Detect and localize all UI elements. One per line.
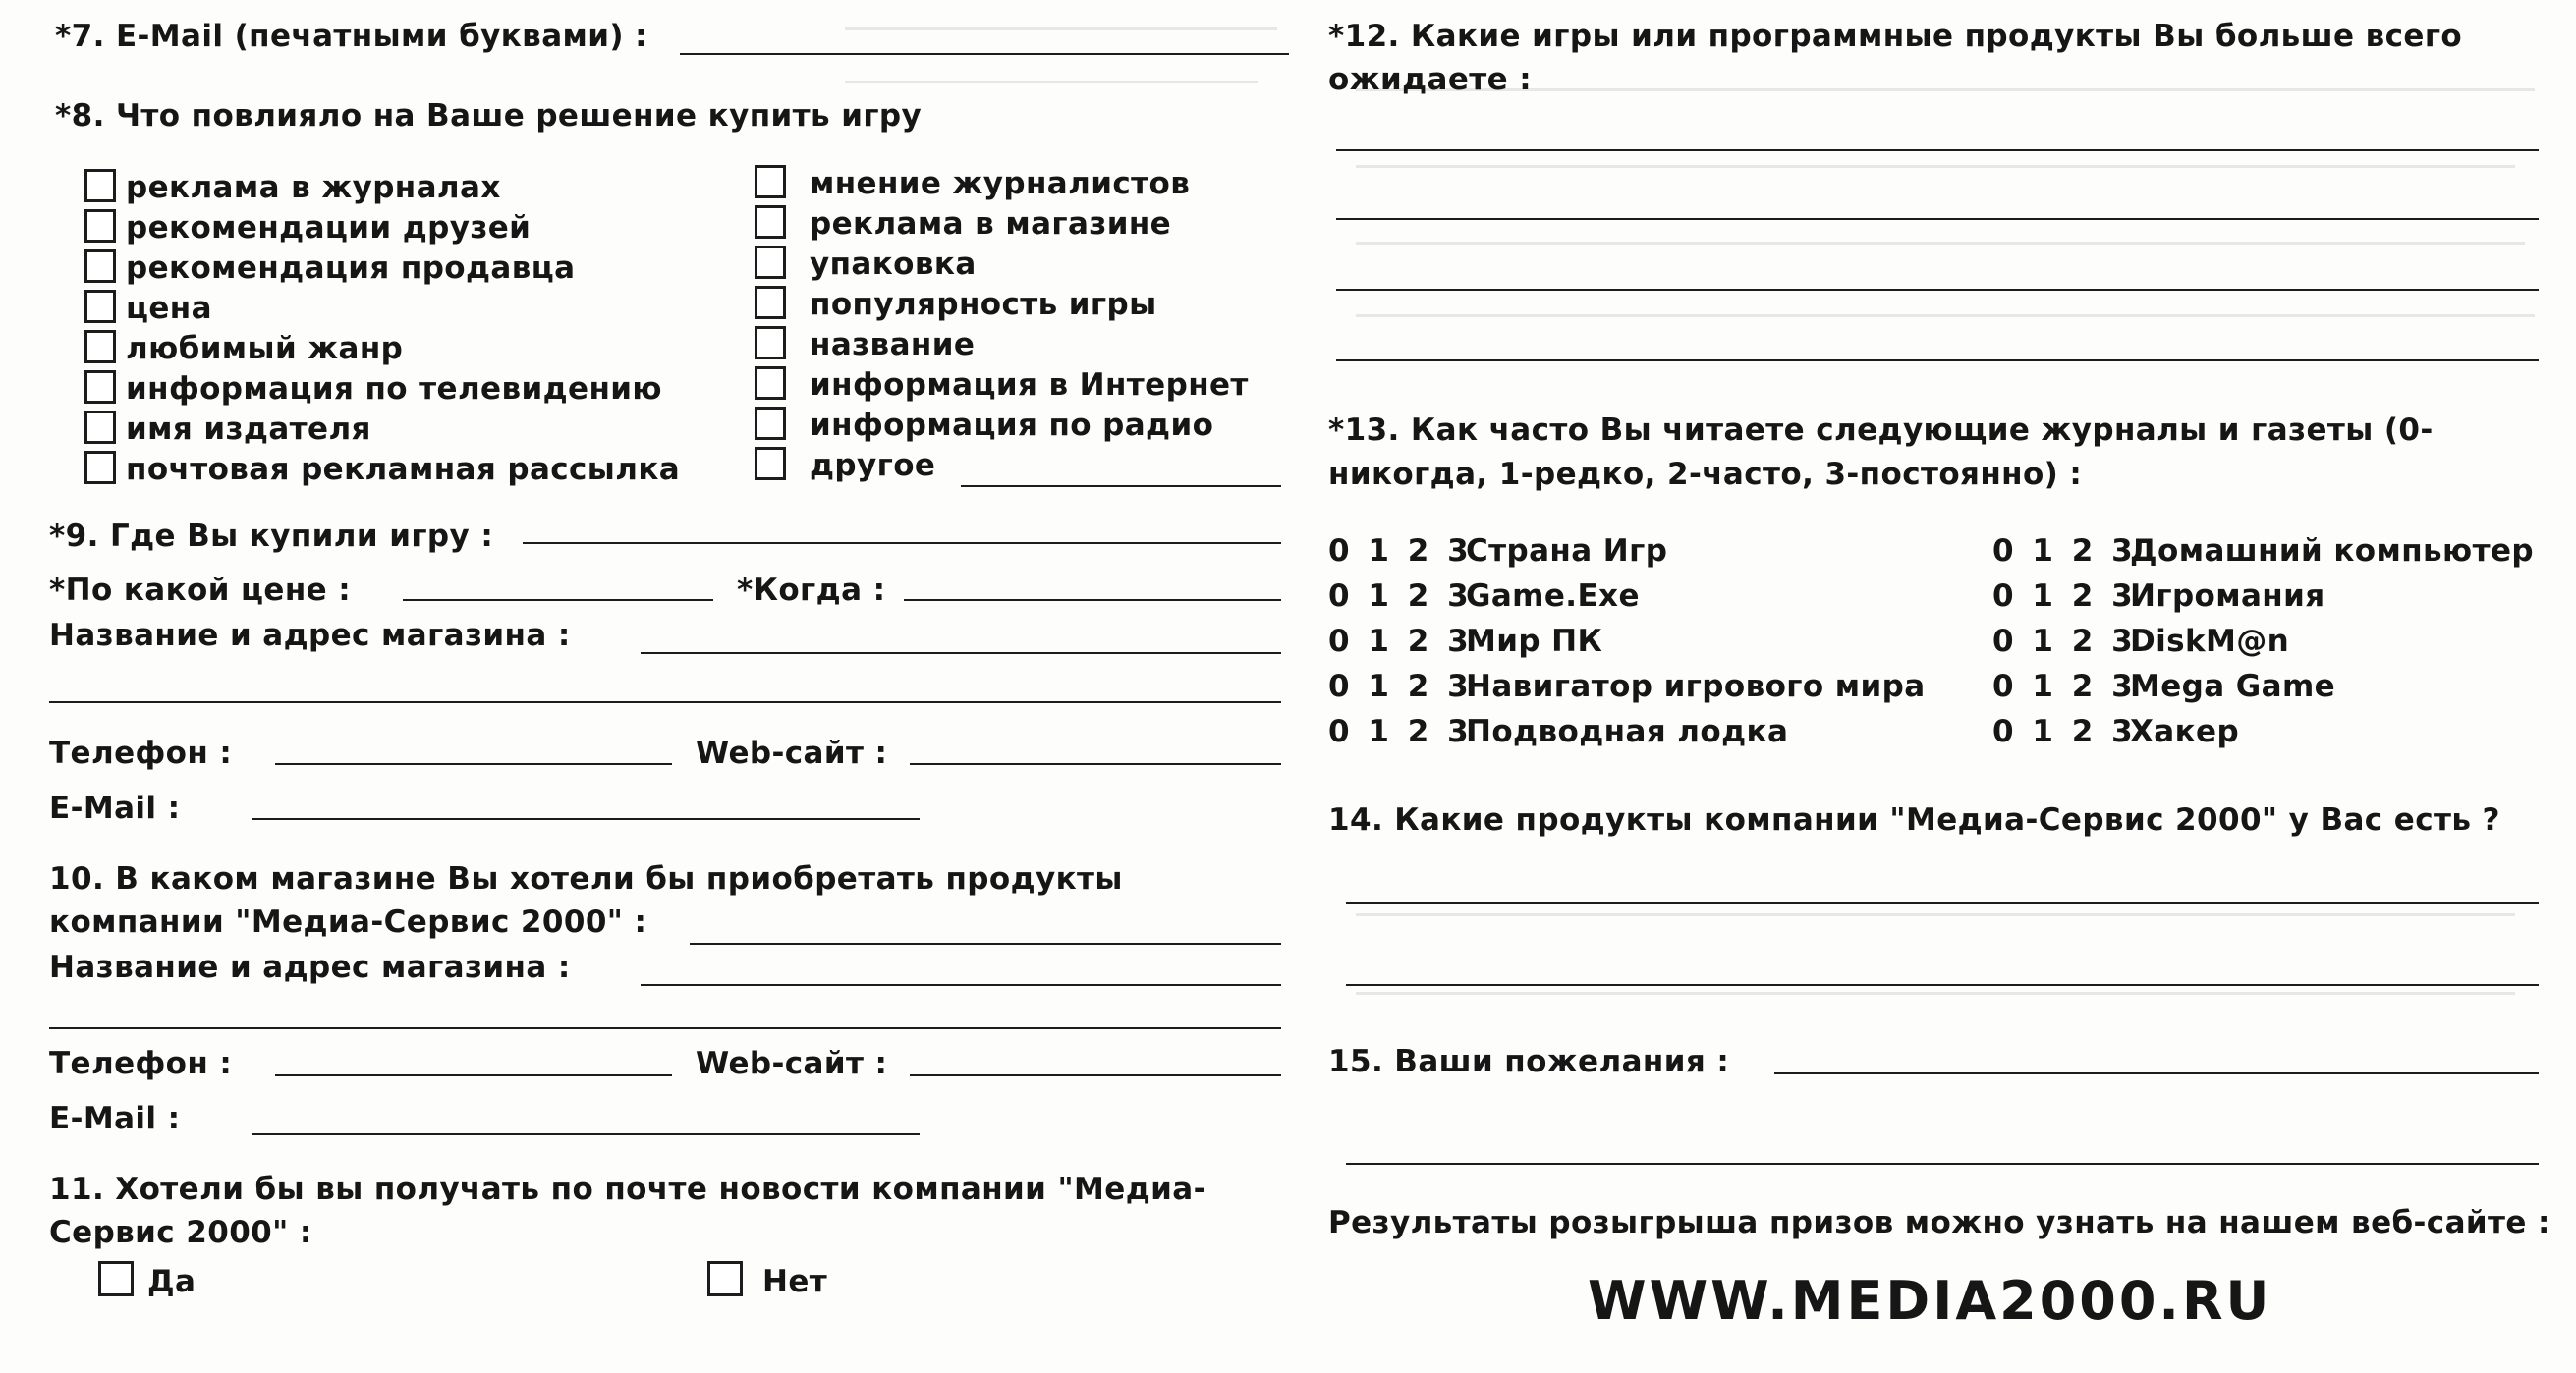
price-line[interactable]: [403, 599, 713, 601]
option-label: информация по радио: [810, 408, 1214, 443]
checkbox[interactable]: [755, 326, 786, 359]
checkbox[interactable]: [755, 447, 786, 480]
bleed-through-mark: [1356, 165, 2515, 168]
option-label: рекомендации друзей: [126, 210, 532, 246]
checkbox[interactable]: [84, 290, 116, 323]
store-name-line-2[interactable]: [641, 984, 1281, 986]
bleed-through-mark: [845, 27, 1277, 30]
option-label: цена: [126, 291, 212, 326]
q9-store-line[interactable]: [523, 542, 1281, 544]
q9-label: *9. Где Вы купили игру :: [49, 519, 494, 554]
checkbox[interactable]: [755, 165, 786, 198]
checkbox[interactable]: [84, 169, 116, 202]
checkbox[interactable]: [84, 330, 116, 363]
magazine-name: Mega Game: [2130, 669, 2336, 704]
checkbox[interactable]: [755, 286, 786, 319]
q11-label-line1: 11. Хотели бы вы получать по почте новости компании "Медиа-: [49, 1172, 1206, 1207]
website-label-2: Web-сайт :: [696, 1046, 888, 1081]
bleed-through-mark: [845, 81, 1258, 83]
store-name-line[interactable]: [641, 652, 1281, 654]
email-label-2: E-Mail :: [49, 1101, 181, 1136]
q12-answer-line[interactable]: [1336, 289, 2539, 291]
website-line[interactable]: [910, 763, 1281, 765]
phone-line[interactable]: [275, 763, 672, 765]
rating-scale[interactable]: 0 1 2 3: [1328, 669, 1473, 704]
q13-label-line1: *13. Как часто Вы читаете следующие журналы и газеты (0-: [1328, 412, 2434, 448]
store-name-label: Название и адрес магазина :: [49, 618, 571, 653]
rating-scale[interactable]: 0 1 2 3: [1328, 533, 1473, 569]
q10-label-line1: 10. В каком магазине Вы хотели бы приобретать продукты: [49, 861, 1123, 897]
website-label: Web-сайт :: [696, 736, 888, 771]
magazine-name: Игромания: [2130, 578, 2325, 614]
option-label: другое: [810, 448, 936, 483]
rating-scale[interactable]: 0 1 2 3: [1328, 624, 1473, 659]
q12-label-line2: ожидаете :: [1328, 62, 1533, 97]
q14-label: 14. Какие продукты компании "Медиа-Сервис 2000" у Вас есть ?: [1328, 802, 2500, 838]
when-label: *Когда :: [737, 573, 886, 608]
magazine-name: Подводная лодка: [1466, 714, 1789, 749]
store-address-line-2[interactable]: [49, 1027, 1281, 1029]
no-label: Нет: [762, 1264, 828, 1299]
price-label: *По какой цене :: [49, 573, 352, 608]
magazine-name: Мир ПК: [1466, 624, 1603, 659]
checkbox[interactable]: [84, 411, 116, 444]
magazine-name: Хакер: [2130, 714, 2240, 749]
bleed-through-mark: [1356, 314, 2535, 317]
bleed-through-mark: [1356, 88, 2535, 91]
option-label: реклама в журналах: [126, 170, 501, 205]
q14-answer-line[interactable]: [1346, 902, 2539, 904]
checkbox[interactable]: [755, 246, 786, 279]
store-address-line[interactable]: [49, 701, 1281, 703]
magazine-name: Страна Игр: [1466, 533, 1668, 569]
option-label: любимый жанр: [126, 331, 404, 366]
q15-answer-line[interactable]: [1774, 1072, 2539, 1074]
option-label: почтовая рекламная рассылка: [126, 452, 681, 487]
magazine-name: Домашний компьютер: [2130, 533, 2534, 569]
option-label: имя издателя: [126, 412, 371, 447]
checkbox[interactable]: [755, 366, 786, 400]
results-note: Результаты розыгрыша призов можно узнать на нашем веб-сайте :: [1328, 1205, 2550, 1240]
q11-label-line2: Сервис 2000" :: [49, 1215, 312, 1250]
magazine-name: DiskM@n: [2130, 624, 2290, 659]
q13-label-line2: никогда, 1-редко, 2-часто, 3-постоянно) :: [1328, 457, 2083, 492]
option-label: мнение журналистов: [810, 166, 1191, 201]
q12-answer-line[interactable]: [1336, 359, 2539, 361]
magazine-name: Навигатор игрового мира: [1466, 669, 1926, 704]
checkbox[interactable]: [755, 407, 786, 440]
rating-scale[interactable]: 0 1 2 3: [1992, 624, 2137, 659]
q8-other-line[interactable]: [961, 485, 1281, 487]
option-label: популярность игры: [810, 287, 1157, 322]
q15-label: 15. Ваши пожелания :: [1328, 1044, 1730, 1079]
phone-label-2: Телефон :: [49, 1046, 233, 1081]
q15-answer-line[interactable]: [1346, 1163, 2539, 1165]
checkbox[interactable]: [84, 370, 116, 404]
yes-label: Да: [147, 1264, 196, 1299]
yes-checkbox[interactable]: [98, 1261, 134, 1296]
phone-line-2[interactable]: [275, 1074, 672, 1076]
bleed-through-mark: [1356, 913, 2515, 916]
option-label: рекомендация продавца: [126, 250, 576, 286]
email-line-2[interactable]: [252, 1133, 920, 1135]
phone-label: Телефон :: [49, 736, 233, 771]
rating-scale[interactable]: 0 1 2 3: [1992, 533, 2137, 569]
rating-scale[interactable]: 0 1 2 3: [1992, 714, 2137, 749]
checkbox[interactable]: [84, 451, 116, 484]
email-label: E-Mail :: [49, 791, 181, 826]
q7-email-line[interactable]: [680, 53, 1289, 55]
option-label: информация по телевидению: [126, 371, 662, 407]
q7-label: *7. E-Mail (печатными буквами) :: [55, 19, 647, 54]
checkbox[interactable]: [755, 205, 786, 239]
option-label: упаковка: [810, 247, 977, 282]
q12-label-line1: *12. Какие игры или программные продукты Вы больше всего: [1328, 19, 2463, 54]
when-line[interactable]: [904, 599, 1281, 601]
magazine-name: Game.Exe: [1466, 578, 1640, 614]
checkbox[interactable]: [84, 209, 116, 243]
email-line[interactable]: [252, 818, 920, 820]
website-line-2[interactable]: [910, 1074, 1281, 1076]
q10-answer-line[interactable]: [690, 943, 1281, 945]
bleed-through-mark: [1356, 992, 2515, 995]
rating-scale[interactable]: 0 1 2 3: [1992, 669, 2137, 704]
q14-answer-line[interactable]: [1346, 984, 2539, 986]
q12-answer-line[interactable]: [1336, 218, 2539, 220]
checkbox[interactable]: [84, 249, 116, 283]
rating-scale[interactable]: 0 1 2 3: [1328, 714, 1473, 749]
store-name-label-2: Название и адрес магазина :: [49, 950, 571, 985]
q10-label-line2: компании "Медиа-Сервис 2000" :: [49, 905, 647, 940]
option-label: информация в Интернет: [810, 367, 1249, 403]
bleed-through-mark: [1356, 242, 2525, 245]
rating-scale[interactable]: 0 1 2 3: [1992, 578, 2137, 614]
website-url: WWW.MEDIA2000.RU: [1588, 1270, 2272, 1332]
option-label: название: [810, 327, 976, 362]
option-label: реклама в магазине: [810, 206, 1172, 242]
rating-scale[interactable]: 0 1 2 3: [1328, 578, 1473, 614]
q8-label: *8. Что повлияло на Ваше решение купить игру: [55, 98, 923, 134]
q12-answer-line[interactable]: [1336, 149, 2539, 151]
no-checkbox[interactable]: [707, 1261, 743, 1296]
